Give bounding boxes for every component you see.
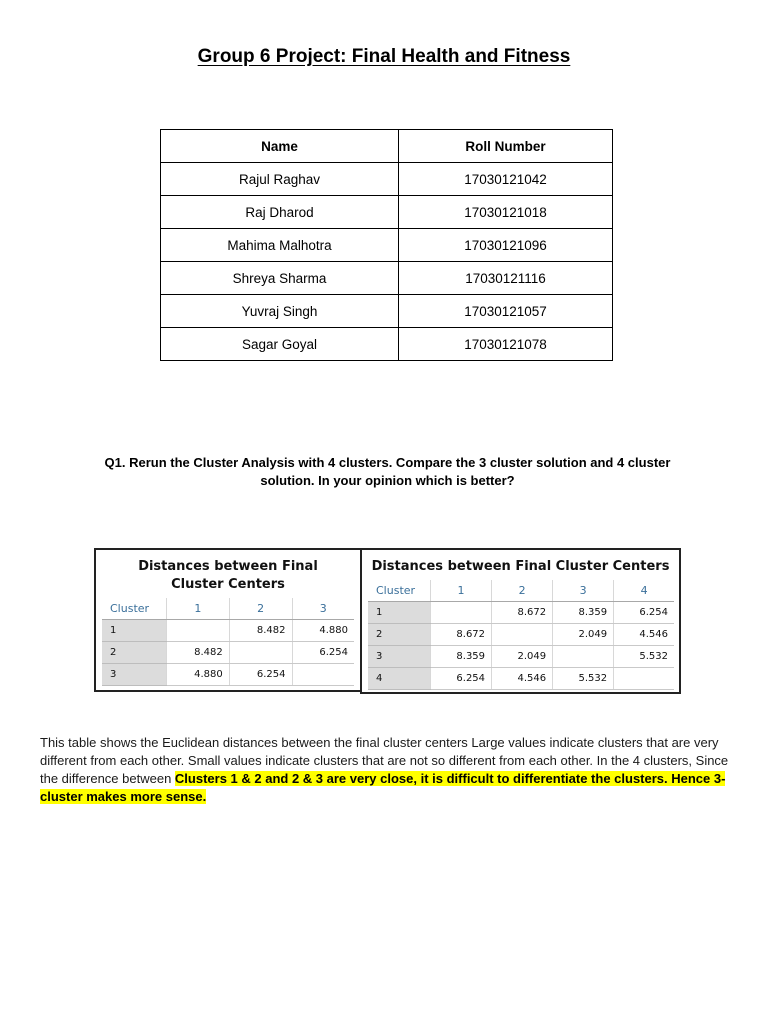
member-name: Mahima Malhotra	[161, 229, 399, 262]
table-row	[102, 620, 354, 642]
member-name: Rajul Raghav	[161, 163, 399, 196]
column-header: 2	[229, 598, 292, 620]
row-header-cluster: Cluster	[102, 598, 167, 620]
distance-cell: 5.532	[553, 668, 614, 690]
distance-cell: 6.254	[292, 642, 354, 664]
member-roll-number: 17030121078	[399, 328, 613, 361]
member-roll-number: 17030121018	[399, 196, 613, 229]
table-row	[102, 664, 354, 686]
explanation-text: This table shows the Euclidean distances between the final cluster centers Large values indicate clusters that are very different from each other. Small values indicate clusters that are not so different from each other. In the 4 clusters, Since the difference between	[40, 735, 729, 786]
member-name: Sagar Goyal	[161, 328, 399, 361]
table-row	[161, 328, 613, 361]
distance-cell: 4.546	[614, 624, 674, 646]
row-label: 2	[102, 642, 167, 664]
distance-cell	[292, 664, 354, 686]
question-line-1: Q1. Rerun the Cluster Analysis with 4 clusters. Compare the 3 cluster solution and 4 cluster	[104, 455, 671, 470]
table-header-row	[102, 598, 354, 620]
distance-cell: 8.482	[167, 642, 230, 664]
cluster3-distance-table	[102, 598, 354, 686]
row-label: 3	[102, 664, 167, 686]
member-roll-number: 17030121096	[399, 229, 613, 262]
distance-cell: 8.672	[492, 602, 553, 624]
table-header-row	[161, 130, 613, 163]
distance-cell: 2.049	[553, 624, 614, 646]
column-header: 1	[431, 580, 492, 602]
table-header-row	[368, 580, 674, 602]
members-table	[160, 129, 613, 361]
member-name: Raj Dharod	[161, 196, 399, 229]
distance-cell	[553, 646, 614, 668]
row-label: 2	[368, 624, 431, 646]
distance-cell: 6.254	[614, 602, 674, 624]
table-row	[368, 668, 674, 690]
distance-cell: 6.254	[431, 668, 492, 690]
table-row	[102, 642, 354, 664]
distance-cell: 4.880	[292, 620, 354, 642]
row-label: 4	[368, 668, 431, 690]
column-header: 2	[492, 580, 553, 602]
page-title: Group 6 Project: Final Health and Fitness	[197, 46, 571, 67]
column-header-roll-number: Roll Number	[399, 130, 613, 163]
question-text	[60, 454, 715, 490]
column-header: 1	[167, 598, 230, 620]
distance-cell	[614, 668, 674, 690]
table-row	[368, 602, 674, 624]
member-name: Shreya Sharma	[161, 262, 399, 295]
distance-cell: 4.880	[167, 664, 230, 686]
member-roll-number: 17030121042	[399, 163, 613, 196]
table-row	[368, 646, 674, 668]
distance-cell	[229, 642, 292, 664]
column-header: 3	[292, 598, 354, 620]
distance-cell	[492, 624, 553, 646]
table-row	[368, 624, 674, 646]
distance-cell: 8.482	[229, 620, 292, 642]
member-name: Yuvraj Singh	[161, 295, 399, 328]
cluster4-table-title: Distances between Final Cluster Centers	[371, 559, 670, 574]
explanation-paragraph	[40, 734, 740, 806]
table-row	[161, 163, 613, 196]
cluster3-distance-table-panel	[94, 548, 362, 692]
column-header: 4	[614, 580, 674, 602]
row-label: 1	[368, 602, 431, 624]
cluster3-table-title: Distances between Final Cluster Centers	[138, 559, 318, 592]
table-row	[161, 262, 613, 295]
row-header-cluster: Cluster	[368, 580, 431, 602]
highlighted-conclusion: Clusters 1 & 2 and 2 & 3 are very close, it is difficult to differentiate the clusters. Hence 3-cluster makes more sense.	[40, 771, 726, 804]
column-header-name: Name	[161, 130, 399, 163]
distance-cell: 2.049	[492, 646, 553, 668]
member-roll-number: 17030121057	[399, 295, 613, 328]
table-row	[161, 196, 613, 229]
distance-cell: 6.254	[229, 664, 292, 686]
distance-cell	[431, 602, 492, 624]
member-roll-number: 17030121116	[399, 262, 613, 295]
distance-cell: 8.359	[431, 646, 492, 668]
cluster4-distance-table	[368, 580, 674, 690]
distance-cell: 5.532	[614, 646, 674, 668]
distance-cell: 4.546	[492, 668, 553, 690]
table-row	[161, 295, 613, 328]
cluster4-distance-table-panel	[360, 548, 681, 694]
row-label: 3	[368, 646, 431, 668]
distance-cell: 8.672	[431, 624, 492, 646]
distance-cell: 8.359	[553, 602, 614, 624]
distance-cell	[167, 620, 230, 642]
column-header: 3	[553, 580, 614, 602]
question-line-2: solution. In your opinion which is better?	[260, 473, 515, 488]
table-row	[161, 229, 613, 262]
row-label: 1	[102, 620, 167, 642]
